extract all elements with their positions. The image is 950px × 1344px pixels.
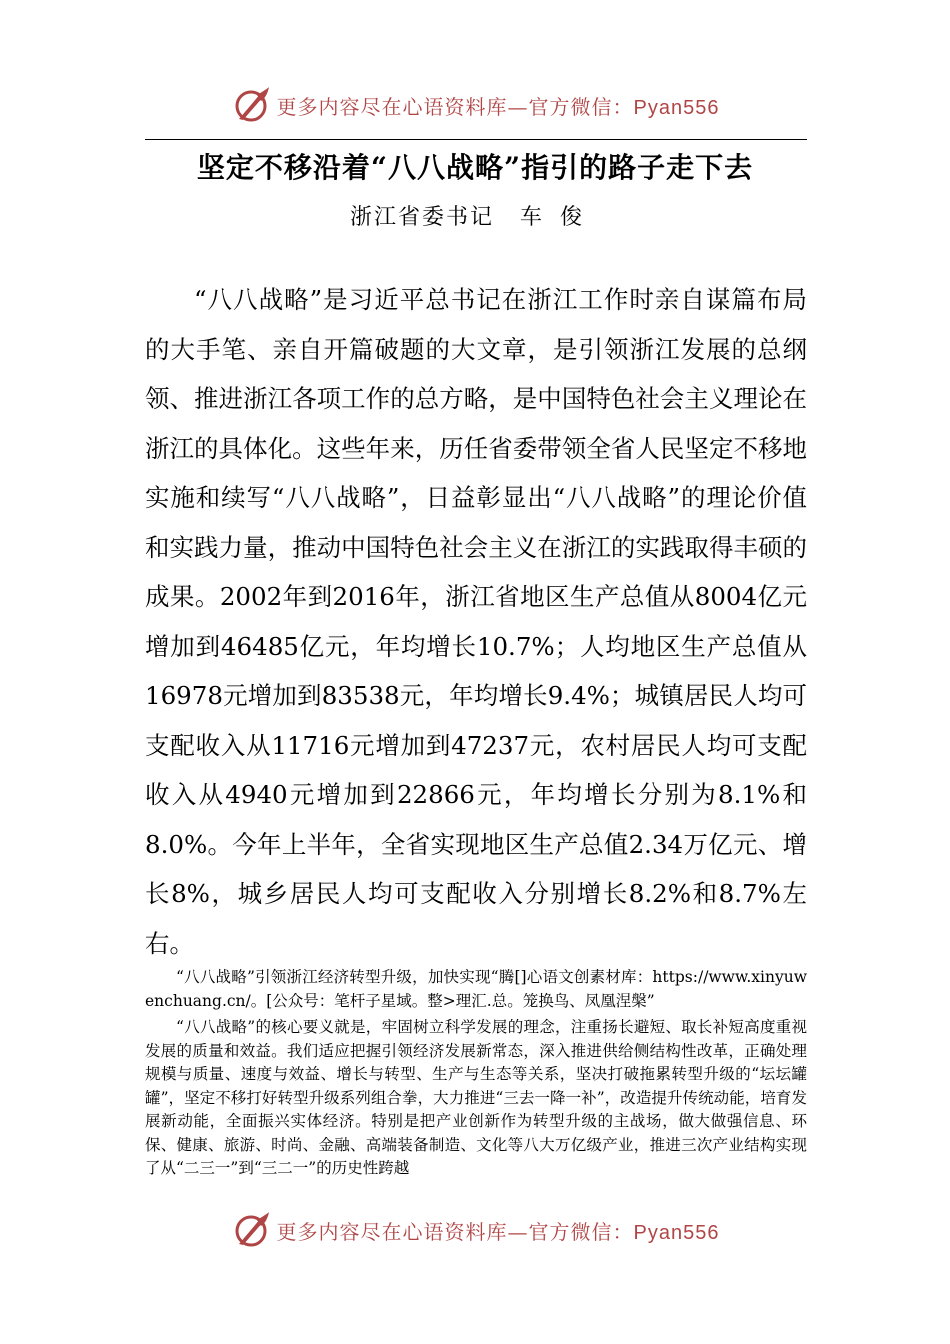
article-title: 坚定不移沿着“八八战略”指引的路子走下去 (196, 151, 754, 184)
wechat-id: Pyan556 (633, 1221, 720, 1244)
header-banner (0, 80, 950, 130)
wechat-id: Pyan556 (633, 96, 720, 119)
quill-logo-icon (231, 85, 271, 125)
footer-banner (0, 1205, 950, 1255)
banner-text: 更多内容尽在心语资料库—官方微信： (276, 1219, 634, 1244)
author-position: 浙江省委书记 (349, 205, 494, 230)
author-name: 车俊 (520, 205, 601, 230)
author-line (0, 200, 950, 231)
banner-text: 更多内容尽在心语资料库—官方微信： (276, 94, 634, 119)
header-rule (145, 139, 807, 140)
small-paragraph-1: “八八战略”引领浙江经济转型升级，加快实现“腾[]心语文创素材库：https://www.xinyuwenchuang.cn/。[公众号：笔杆子星域。整>理汇.总。笼换鸟、凤凰涅槃” (145, 968, 807, 1010)
body-paragraph: “八八战略”是习近平总书记在浙江工作时亲自谋篇布局的大手笔、亲自开篇破题的大文章，是引领浙江发展的总纲领、推进浙江各项工作的总方略，是中国特色社会主义理论在浙江的具体化。这些年来，历任省委带领全省人民坚定不移地实施和续写“八八战略”，日益彰显出“八八战略”的理论价值和实践力量，推动中国特色社会主义在浙江的实践取得丰硕的成果。2002年到2016年，浙江省地区生产总值从8004亿元增加到46485亿元，年均增长10.7%；人均地区生产总值从16978元增加到83538元，年均增长9.4%；城镇居民人均可支配收入从11716元增加到47237元，农村居民人均可支配收入从4940元增加到22866元，年均增长分别为8.1%和8.0%。今年上半年，全省实现地区生产总值2.34万亿元、增长8%，城乡居民人均可支配收入分别增长8.2%和8.7%左右。 (145, 285, 807, 958)
small-paragraph-2: “八八战略”的核心要义就是，牢固树立科学发展的理念，注重扬长避短、取长补短高度重视发展的质量和效益。我们适应把握引领经济发展新常态，深入推进供给侧结构性改革，正确处理规模与质量、速度与效益、增长与转型、生产与生态等关系，坚决打破拖累转型升级的“坛坛罐罐”，坚定不移打好转型升级系列组合拳，大力推进“三去一降一补”，改造提升传统动能，培育发展新动能，全面振兴实体经济。特别是把产业创新作为转型升级的主战场，做大做强信息、环保、健康、旅游、时尚、金融、高端装备制造、文化等八大万亿级产业，推进三次产业结构实现了从“二三一”到“三二一”的历史性跨越 (145, 1018, 807, 1177)
quill-logo-icon (231, 1210, 271, 1250)
